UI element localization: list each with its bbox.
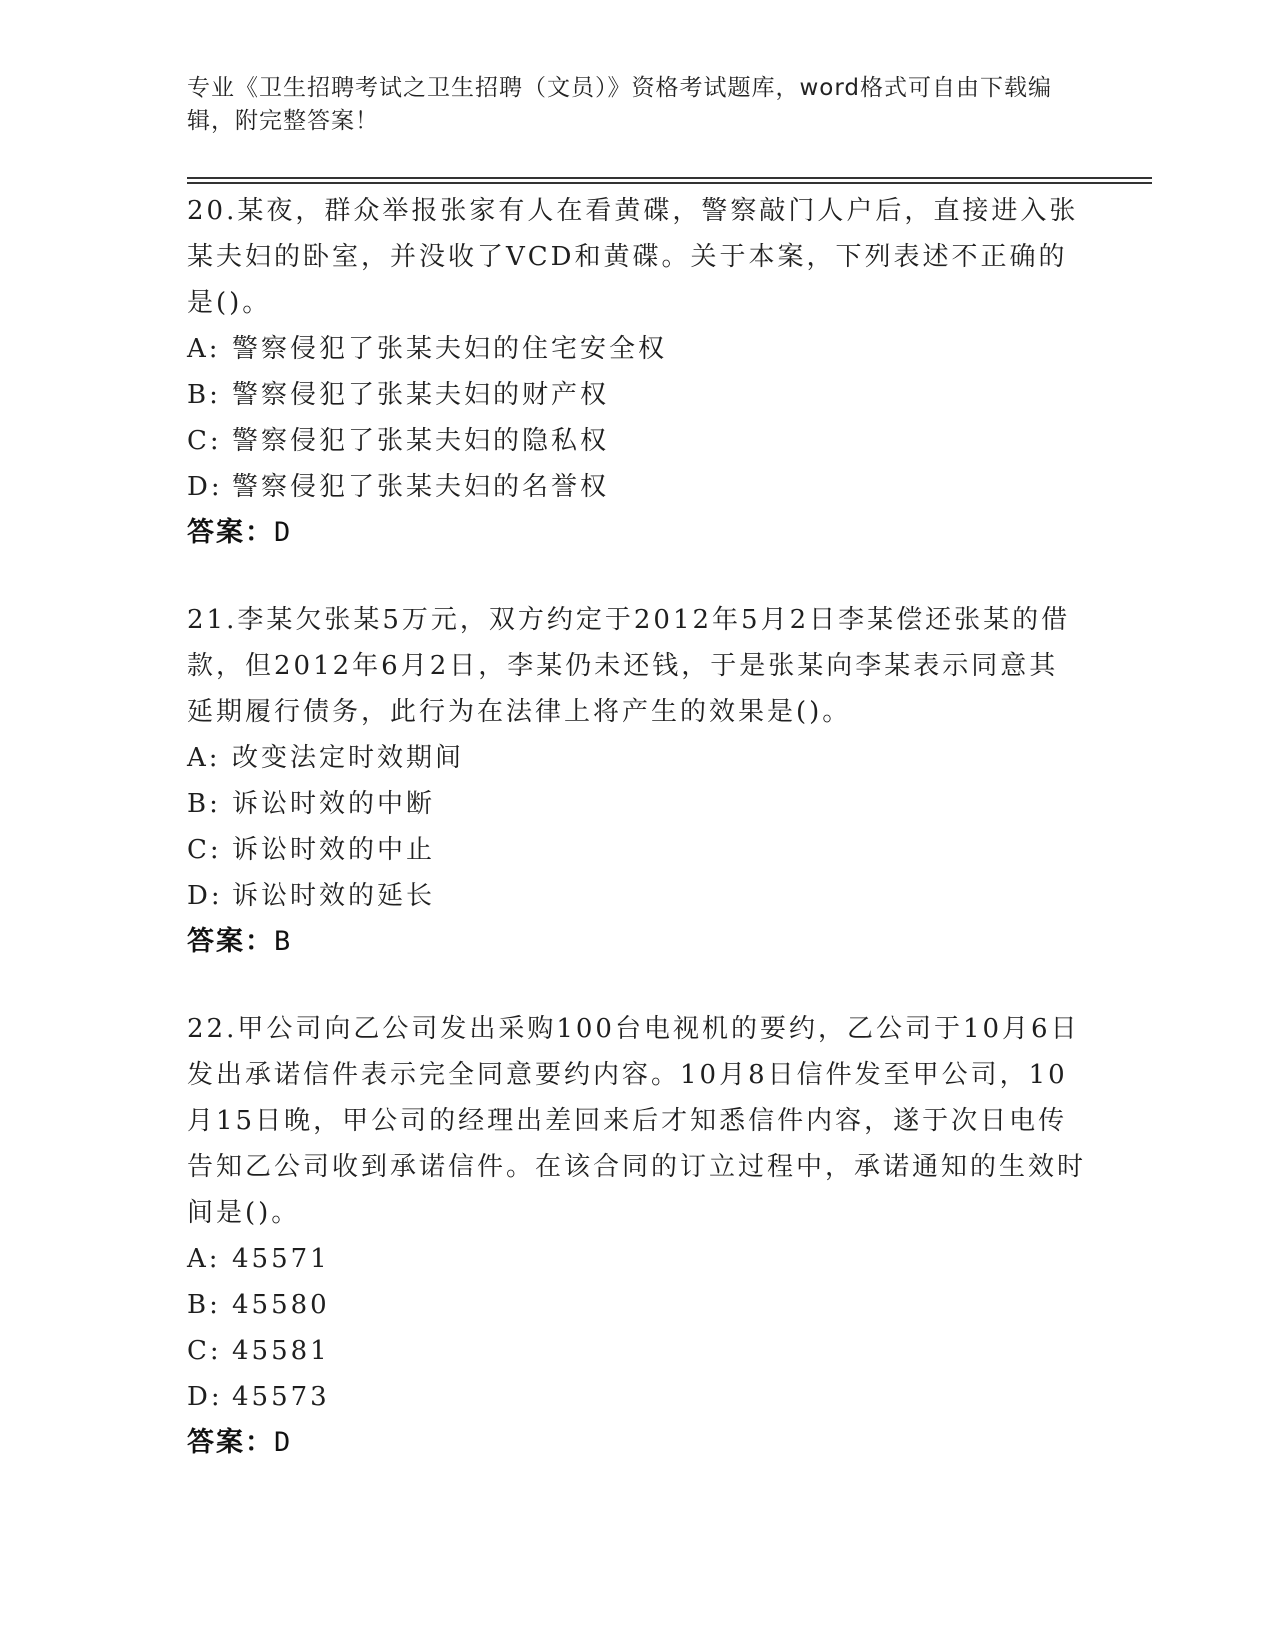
option-text: 警察侵犯了张某夫妇的隐私权 bbox=[232, 426, 610, 456]
option-key: D: bbox=[187, 1382, 223, 1412]
option-key: A: bbox=[187, 743, 221, 773]
question-21 bbox=[187, 597, 1087, 965]
option-c bbox=[187, 418, 1087, 464]
answer-line bbox=[187, 510, 1087, 556]
option-text: 警察侵犯了张某夫妇的财产权 bbox=[232, 380, 610, 410]
option-text: 45580 bbox=[232, 1290, 330, 1320]
option-key: C: bbox=[187, 835, 222, 865]
option-text: 诉讼时效的中断 bbox=[232, 789, 436, 819]
option-d bbox=[187, 873, 1087, 919]
option-d bbox=[187, 464, 1087, 510]
option-text: 45581 bbox=[232, 1336, 330, 1366]
option-key: A: bbox=[187, 334, 221, 364]
answer-line bbox=[187, 919, 1087, 965]
option-key: D: bbox=[187, 472, 223, 502]
option-a bbox=[187, 1236, 1087, 1282]
answer-value: D bbox=[274, 517, 293, 548]
option-key: D: bbox=[187, 881, 223, 911]
question-22 bbox=[187, 1006, 1087, 1466]
option-text: 警察侵犯了张某夫妇的名誉权 bbox=[232, 472, 610, 502]
answer-value: B bbox=[274, 926, 293, 957]
option-d bbox=[187, 1374, 1087, 1420]
option-b bbox=[187, 1282, 1087, 1328]
option-a bbox=[187, 735, 1087, 781]
option-key: C: bbox=[187, 1336, 222, 1366]
option-c bbox=[187, 827, 1087, 873]
answer-label: 答案： bbox=[187, 1427, 274, 1458]
option-key: B: bbox=[187, 1290, 221, 1320]
option-b bbox=[187, 781, 1087, 827]
header-divider-bottom bbox=[187, 182, 1152, 184]
answer-label: 答案： bbox=[187, 926, 274, 957]
option-text: 改变法定时效期间 bbox=[232, 743, 465, 773]
option-text: 警察侵犯了张某夫妇的住宅安全权 bbox=[232, 334, 668, 364]
option-c bbox=[187, 1328, 1087, 1374]
answer-line bbox=[187, 1420, 1087, 1466]
option-key: B: bbox=[187, 789, 221, 819]
question-text: 22.甲公司向乙公司发出采购100台电视机的要约，乙公司于10月6日发出承诺信件表示完全同意要约内容。10月8日信件发至甲公司，10月15日晚，甲公司的经理出差回来后才知悉信件内容，遂于次日电传告知乙公司收到承诺信件。在该合同的订立过程中，承诺通知的生效时间是()。 bbox=[187, 1014, 1087, 1228]
question-list bbox=[187, 188, 1087, 1507]
question-text: 21.李某欠张某5万元，双方约定于2012年5月2日李某偿还张某的借款，但2012年6月2日，李某仍未还钱，于是张某向李某表示同意其延期履行债务，此行为在法律上将产生的效果是()。 bbox=[187, 605, 1071, 727]
header-divider-top bbox=[187, 177, 1152, 179]
answer-value: D bbox=[274, 1427, 293, 1458]
option-b bbox=[187, 372, 1087, 418]
option-a bbox=[187, 326, 1087, 372]
option-key: B: bbox=[187, 380, 221, 410]
answer-label: 答案： bbox=[187, 517, 274, 548]
question-text: 20.某夜，群众举报张家有人在看黄碟，警察敲门人户后，直接进入张某夫妇的卧室，并没收了VCD和黄碟。关于本案，下列表述不正确的是()。 bbox=[187, 196, 1079, 318]
option-text: 45571 bbox=[232, 1244, 330, 1274]
question-20 bbox=[187, 188, 1087, 556]
document-intro: 专业《卫生招聘考试之卫生招聘（文员）》资格考试题库，word格式可自由下载编辑，附完整答案！ bbox=[187, 75, 1053, 134]
option-text: 45573 bbox=[232, 1382, 330, 1412]
option-text: 诉讼时效的中止 bbox=[232, 835, 436, 865]
option-key: C: bbox=[187, 426, 222, 456]
option-key: A: bbox=[187, 1244, 221, 1274]
option-text: 诉讼时效的延长 bbox=[232, 881, 436, 911]
